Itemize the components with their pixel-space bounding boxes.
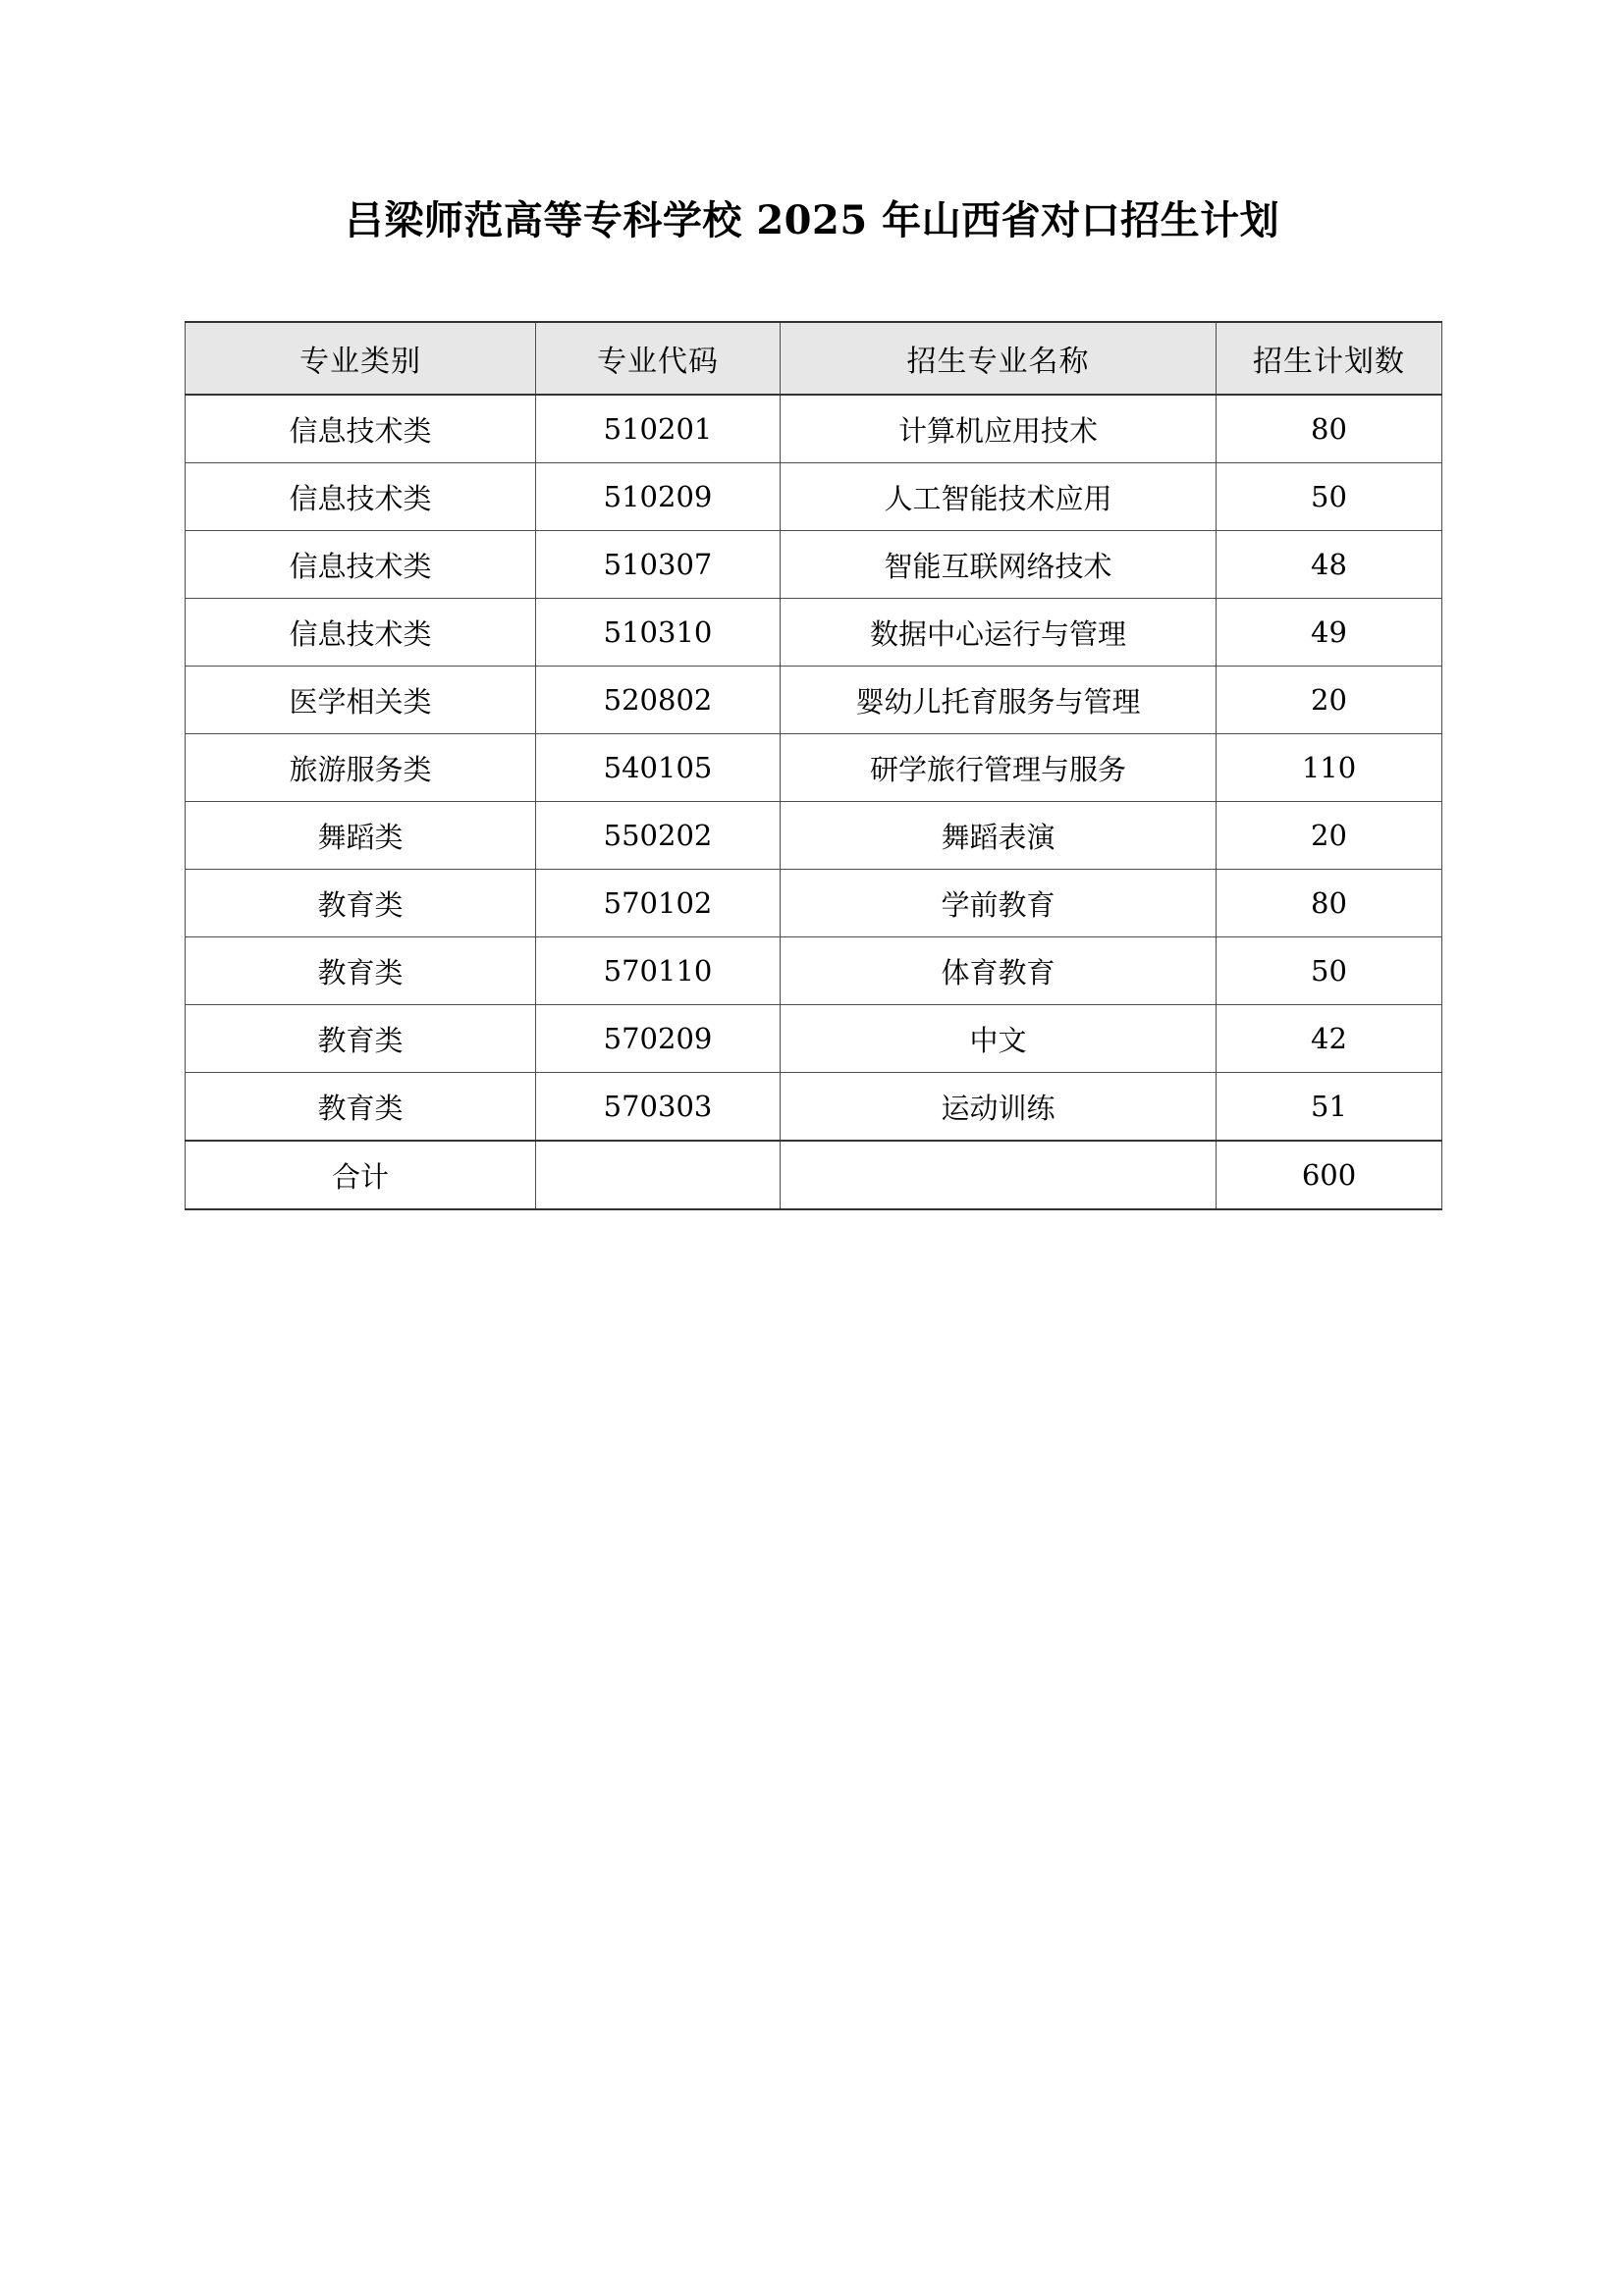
cell-major-category: 信息技术类: [186, 599, 536, 667]
cell-major-name: 人工智能技术应用: [781, 463, 1217, 531]
cell-major-name: 中文: [781, 1005, 1217, 1073]
cell-major-code: 510209: [536, 463, 781, 531]
cell-major-code: 520802: [536, 667, 781, 734]
cell-major-code: 570102: [536, 870, 781, 937]
enrollment-plan-table: [185, 321, 1442, 1210]
table-row: [186, 802, 1442, 870]
table-row: [186, 937, 1442, 1005]
cell-enrollment-quota: 110: [1217, 734, 1442, 802]
table-header: [186, 322, 1442, 395]
cell-major-category: 旅游服务类: [186, 734, 536, 802]
cell-enrollment-quota: 50: [1217, 937, 1442, 1005]
cell-enrollment-quota: 20: [1217, 667, 1442, 734]
cell-major-code: 570110: [536, 937, 781, 1005]
cell-total-label: 合计: [186, 1141, 536, 1209]
cell-major-code: 540105: [536, 734, 781, 802]
table-total-row: [186, 1141, 1442, 1209]
cell-major-code: 570209: [536, 1005, 781, 1073]
cell-total-code: [536, 1141, 781, 1209]
cell-major-name: 运动训练: [781, 1073, 1217, 1142]
cell-enrollment-quota: 42: [1217, 1005, 1442, 1073]
cell-enrollment-quota: 50: [1217, 463, 1442, 531]
table-row: [186, 1073, 1442, 1142]
table-row: [186, 531, 1442, 599]
cell-major-name: 舞蹈表演: [781, 802, 1217, 870]
table-row: [186, 734, 1442, 802]
cell-major-category: 教育类: [186, 1073, 536, 1142]
cell-enrollment-quota: 80: [1217, 870, 1442, 937]
cell-major-category: 信息技术类: [186, 395, 536, 463]
table-header-row: [186, 322, 1442, 395]
cell-major-name: 智能互联网络技术: [781, 531, 1217, 599]
cell-enrollment-quota: 48: [1217, 531, 1442, 599]
cell-major-name: 体育教育: [781, 937, 1217, 1005]
cell-major-name: 数据中心运行与管理: [781, 599, 1217, 667]
cell-total-name: [781, 1141, 1217, 1209]
page-title: 吕梁师范高等专科学校 2025 年山西省对口招生计划: [344, 197, 1280, 243]
cell-major-code: 550202: [536, 802, 781, 870]
column-header-major-category: 专业类别: [186, 322, 536, 395]
table-body: [186, 395, 1442, 1209]
cell-enrollment-quota: 49: [1217, 599, 1442, 667]
column-header-major-code: 专业代码: [536, 322, 781, 395]
enrollment-plan-table-container: [185, 321, 1441, 1210]
cell-enrollment-quota: 51: [1217, 1073, 1442, 1142]
cell-major-category: 信息技术类: [186, 463, 536, 531]
cell-major-code: 570303: [536, 1073, 781, 1142]
table-row: [186, 667, 1442, 734]
cell-major-code: 510310: [536, 599, 781, 667]
cell-major-name: 学前教育: [781, 870, 1217, 937]
cell-major-category: 信息技术类: [186, 531, 536, 599]
cell-enrollment-quota: 80: [1217, 395, 1442, 463]
table-row: [186, 599, 1442, 667]
cell-major-name: 研学旅行管理与服务: [781, 734, 1217, 802]
table-row: [186, 395, 1442, 463]
table-row: [186, 463, 1442, 531]
cell-major-category: 舞蹈类: [186, 802, 536, 870]
cell-total-quota: 600: [1217, 1141, 1442, 1209]
cell-major-code: 510307: [536, 531, 781, 599]
cell-major-category: 教育类: [186, 870, 536, 937]
cell-major-category: 医学相关类: [186, 667, 536, 734]
column-header-major-name: 招生专业名称: [781, 322, 1217, 395]
cell-enrollment-quota: 20: [1217, 802, 1442, 870]
table-row: [186, 870, 1442, 937]
cell-major-category: 教育类: [186, 1005, 536, 1073]
cell-major-category: 教育类: [186, 937, 536, 1005]
column-header-enrollment-quota: 招生计划数: [1217, 322, 1442, 395]
table-row: [186, 1005, 1442, 1073]
cell-major-name: 婴幼儿托育服务与管理: [781, 667, 1217, 734]
cell-major-code: 510201: [536, 395, 781, 463]
cell-major-name: 计算机应用技术: [781, 395, 1217, 463]
